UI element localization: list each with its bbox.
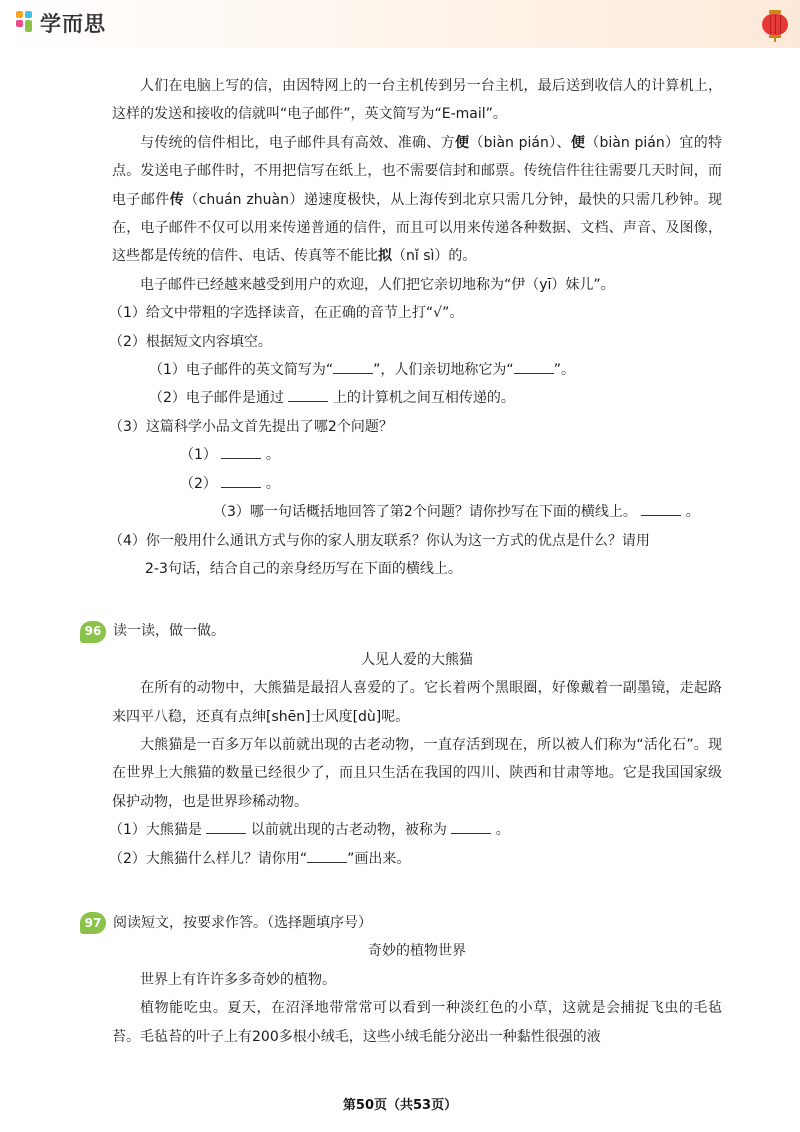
question-3-2: （2） 。 xyxy=(112,470,722,498)
question-4: （4）你一般用什么通讯方式与你的家人朋友联系？你认为这一方式的优点是什么？请用 xyxy=(109,532,650,549)
answer-blank[interactable] xyxy=(221,444,261,459)
answer-blank[interactable] xyxy=(307,848,347,863)
answer-blank[interactable] xyxy=(221,473,261,488)
section-97-header xyxy=(80,909,722,937)
question-3: （3）这篇科学小品文首先提出了哪2个问题？ xyxy=(109,418,393,435)
page-number: 第50页（共53页） xyxy=(342,1098,458,1113)
passage-paragraph: 人们在电脑上写的信，由因特网上的一台主机传到另一台主机，最后送到收信人的计算机上，这样的发送和接收的信就叫“电子邮件”，英文简写为“E-mail”。 xyxy=(112,78,722,123)
question-4-continued: 2-3句话，结合自己的亲身经历写在下面的横线上。 xyxy=(145,560,462,577)
section-instruction: 阅读短文，按要求作答。（选择题填序号） xyxy=(113,914,372,931)
answer-blank[interactable] xyxy=(206,819,246,834)
question-1: （1）大熊猫是 以前就出现的古老动物，被称为 。 xyxy=(109,816,722,844)
answer-blank[interactable] xyxy=(333,359,373,374)
page-content xyxy=(84,72,723,1051)
bold-character: 拟 xyxy=(378,248,392,265)
question-number-badge: 97 xyxy=(80,912,106,934)
xueersi-logo-icon xyxy=(14,9,36,37)
question-1: （1）给文中带粗的字选择读音，在正确的音节上打“√”。 xyxy=(109,305,464,322)
passage-paragraph: 大熊猫是一百多万年以前就出现的古老动物，一直存活到现在，所以被人们称为“活化石”。现在世界上大熊猫的数量已经很少了，而且只生活在我国的四川、陕西和甘肃等地。它是我国国家级保护动物，也是世界珍稀动物。 xyxy=(112,736,722,810)
bold-character: 传 xyxy=(169,191,185,208)
question-3-1: （1） 。 xyxy=(112,441,722,469)
question-2: （2）大熊猫什么样儿？请你用“ ”画出来。 xyxy=(109,845,722,873)
section-96-header xyxy=(80,617,722,645)
passage-paragraph: 植物能吃虫。夏天，在沼泽地带常常可以看到一种淡红色的小草，这就是会捕捉飞虫的毛毡苔。毛毡苔的叶子上有200多根小绒毛，这些小绒毛能分泌出一种黏性很强的液 xyxy=(112,1000,722,1045)
question-2-2: （2）电子邮件是通过 上的计算机之间互相传递的。 xyxy=(112,384,722,412)
passage-title: 人见人爱的大熊猫 xyxy=(361,651,473,668)
question-2: （2）根据短文内容填空。 xyxy=(109,333,272,350)
answer-blank[interactable] xyxy=(514,359,554,374)
bold-character: 便 xyxy=(570,134,586,151)
passage-paragraph: 世界上有许许多多奇妙的植物。 xyxy=(140,971,336,988)
question-number-badge: 96 xyxy=(80,621,106,643)
passage-paragraph: 电子邮件已经越来越受到用户的欢迎，人们把它亲切地称为“伊（yī）妹儿”。 xyxy=(140,276,615,293)
page-header xyxy=(0,0,800,48)
lantern-icon xyxy=(761,10,789,42)
passage-title: 奇妙的植物世界 xyxy=(368,943,466,960)
section-instruction: 读一读，做一做。 xyxy=(113,623,225,640)
brand-logo xyxy=(14,8,106,38)
question-3-3: （3）哪一句话概括地回答了第2个问题？请你抄写在下面的横线上。 。 xyxy=(112,498,722,526)
passage-paragraph: 在所有的动物中，大熊猫是最招人喜爱的了。它长着两个黑眼圈，好像戴着一副墨镜，走起路来四平八稳，还真有点绅[shēn]士风度[dù]呢。 xyxy=(112,680,722,725)
bold-character: 便 xyxy=(455,134,470,151)
answer-blank[interactable] xyxy=(451,819,491,834)
logo-text: 学而思 xyxy=(40,12,106,36)
question-2-1: （1）电子邮件的英文简写为“ ”，人们亲切地称它为“ ”。 xyxy=(112,356,722,384)
answer-blank[interactable] xyxy=(288,387,328,402)
answer-blank[interactable] xyxy=(641,501,681,516)
passage-paragraph: 与传统的信件相比，电子邮件具有高效、准确、方便（biàn pián）、便（biàn pián）宜的特点。发送电子邮件时，不用把信写在纸上，也不需要信封和邮票。传统信件往往需要几天时间，而电子邮件传（chuán zhuàn）递速度极快，从上海传到北京只需几分钟，最快的只需几秒钟。现在，电子邮件不仅可以用来传递普通的信件，而且可以用来传递各种数据、文档、声音、及图像，这些都是传统的信件、电话、传真等不能比拟（nǐ sì）的。 xyxy=(112,134,723,265)
